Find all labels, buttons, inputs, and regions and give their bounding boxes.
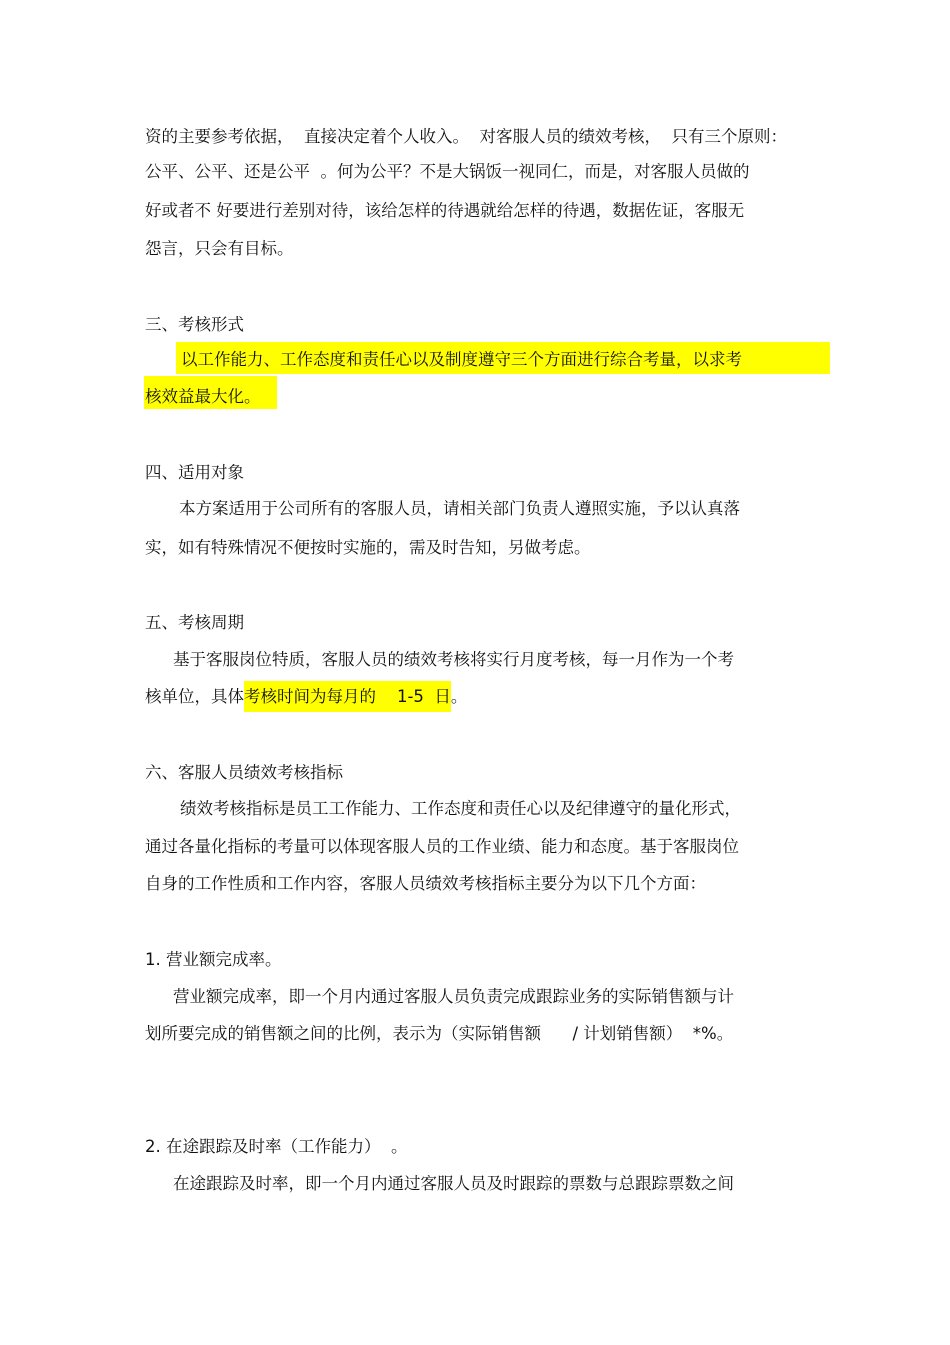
section-5-line-1: 基于客服岗位特质，客服人员的绩效考核将实行月度考核，每一月作为一个考 (173, 650, 734, 669)
item-2-line-1: 在途跟踪及时率，即一个月内通过客服人员及时跟踪的票数与总跟踪票数之间 (173, 1174, 734, 1193)
intro-line-3: 好或者不 好要进行差别对待，该给怎样的待遇就给怎样的待遇，数据佐证，客服无 (145, 201, 745, 220)
section-3-line-2: 核效益最大化。 (145, 387, 261, 406)
section-4-line-1: 本方案适用于公司所有的客服人员，请相关部门负责人遵照实施，予以认真落 (179, 499, 740, 518)
section-5-line-2 (145, 686, 467, 708)
section-6-line-1: 绩效考核指标是员工工作能力、工作态度和责任心以及纪律遵守的量化形式， (180, 799, 741, 818)
section-3-heading: 三、考核形式 (145, 315, 244, 334)
intro-line-2: 公平、公平、还是公平 。何为公平？不是大锅饭一视同仁，而是，对客服人员做的 (145, 162, 750, 181)
intro-line-1: 资的主要参考依据， 直接决定着个人收入。 对客服人员的绩效考核， 只有三个原则： (145, 127, 787, 146)
section-5-heading: 五、考核周期 (145, 613, 244, 632)
section-4-line-2: 实，如有特殊情况不便按时实施的，需及时告知，另做考虑。 (145, 538, 591, 557)
section-4-heading: 四、适用对象 (145, 463, 244, 482)
section-5-highlighted-period: 考核时间为每月的 1-5 日 (244, 681, 451, 712)
item-1-heading: 1. 营业额完成率。 (145, 950, 282, 969)
section-5-line-2-post: 。 (450, 687, 468, 706)
section-5-line-2-pre: 核单位，具体 (145, 687, 244, 706)
section-6-line-2: 通过各量化指标的考量可以体现客服人员的工作业绩、能力和态度。基于客服岗位 (145, 837, 739, 856)
item-1-line-2: 划所要完成的销售额之间的比例，表示为（实际销售额 / 计划销售额） *%。 (145, 1024, 734, 1043)
item-1-line-1: 营业额完成率，即一个月内通过客服人员负责完成跟踪业务的实际销售额与计 (173, 987, 734, 1006)
intro-line-4: 怨言，只会有目标。 (145, 239, 294, 258)
section-6-line-3: 自身的工作性质和工作内容，客服人员绩效考核指标主要分为以下几个方面： (145, 874, 706, 893)
section-6-heading: 六、客服人员绩效考核指标 (145, 763, 343, 782)
section-3-line-1: 以工作能力、工作态度和责任心以及制度遵守三个方面进行综合考量，以求考 (181, 350, 742, 369)
item-2-heading: 2. 在途跟踪及时率（工作能力） 。 (145, 1137, 408, 1156)
